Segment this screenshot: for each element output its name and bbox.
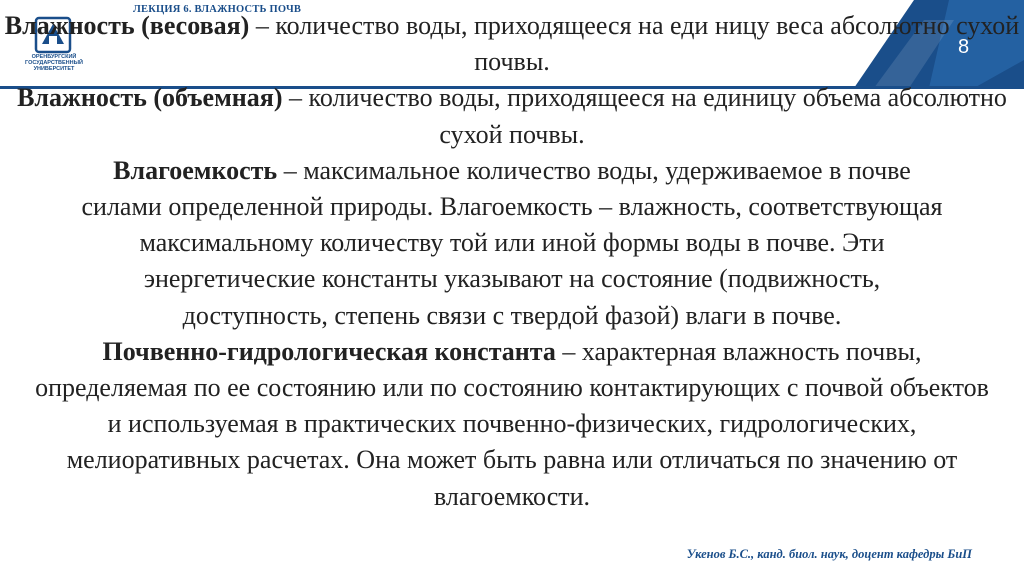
definition: – характерная влажность почвы, определяемая по ее состоянию или по состоянию контактирующих с почвой объектов и используемая в практических почвенно-физических, гидрологических, мелиоративных расчетах. Она может быть равна или отличаться по значению от влагоемкости. [35, 336, 989, 511]
slide-number: 8 [958, 36, 970, 58]
definition: – максимальное количество воды, удерживаемое в почве силами определенной природы. Влагоемкость – влажность, соответствующая максимальному количеству той или иной формы воды в почве. Эти энергетические константы указывают на состояние (подвижность, доступность, степень связи с твердой фазой) влаги в почве. [81, 155, 943, 330]
logo-text: ОРЕНБУРГСКИЙ ГОСУДАРСТВЕННЫЙ УНИВЕРСИТЕТ [25, 54, 83, 72]
slide-content [0, 8, 1024, 515]
paragraph-moisture-capacity [0, 153, 1024, 334]
lecture-title: ЛЕКЦИЯ 6. ВЛАЖНОСТЬ ПОЧВ [133, 4, 302, 15]
footer-author: Укенов Б.С., канд. биол. наук, доцент кафедры БиП [686, 547, 972, 561]
term: Влажность (объемная) [17, 83, 283, 113]
term: Почвенно-гидрологическая константа [102, 336, 556, 366]
paragraph-weight-moisture [0, 8, 1024, 80]
paragraph-hydrological-constant [0, 334, 1024, 515]
definition: – количество воды, приходящееся на единицу объема абсолютно сухой почвы. [282, 83, 1007, 149]
term: Влагоемкость [113, 155, 278, 185]
term: Влажность (весовая) [4, 11, 250, 40]
paragraph-volume-moisture [0, 80, 1024, 152]
definition: – количество воды, приходящееся на еди ницу веса абсолютно сухой почвы. [249, 11, 1020, 77]
